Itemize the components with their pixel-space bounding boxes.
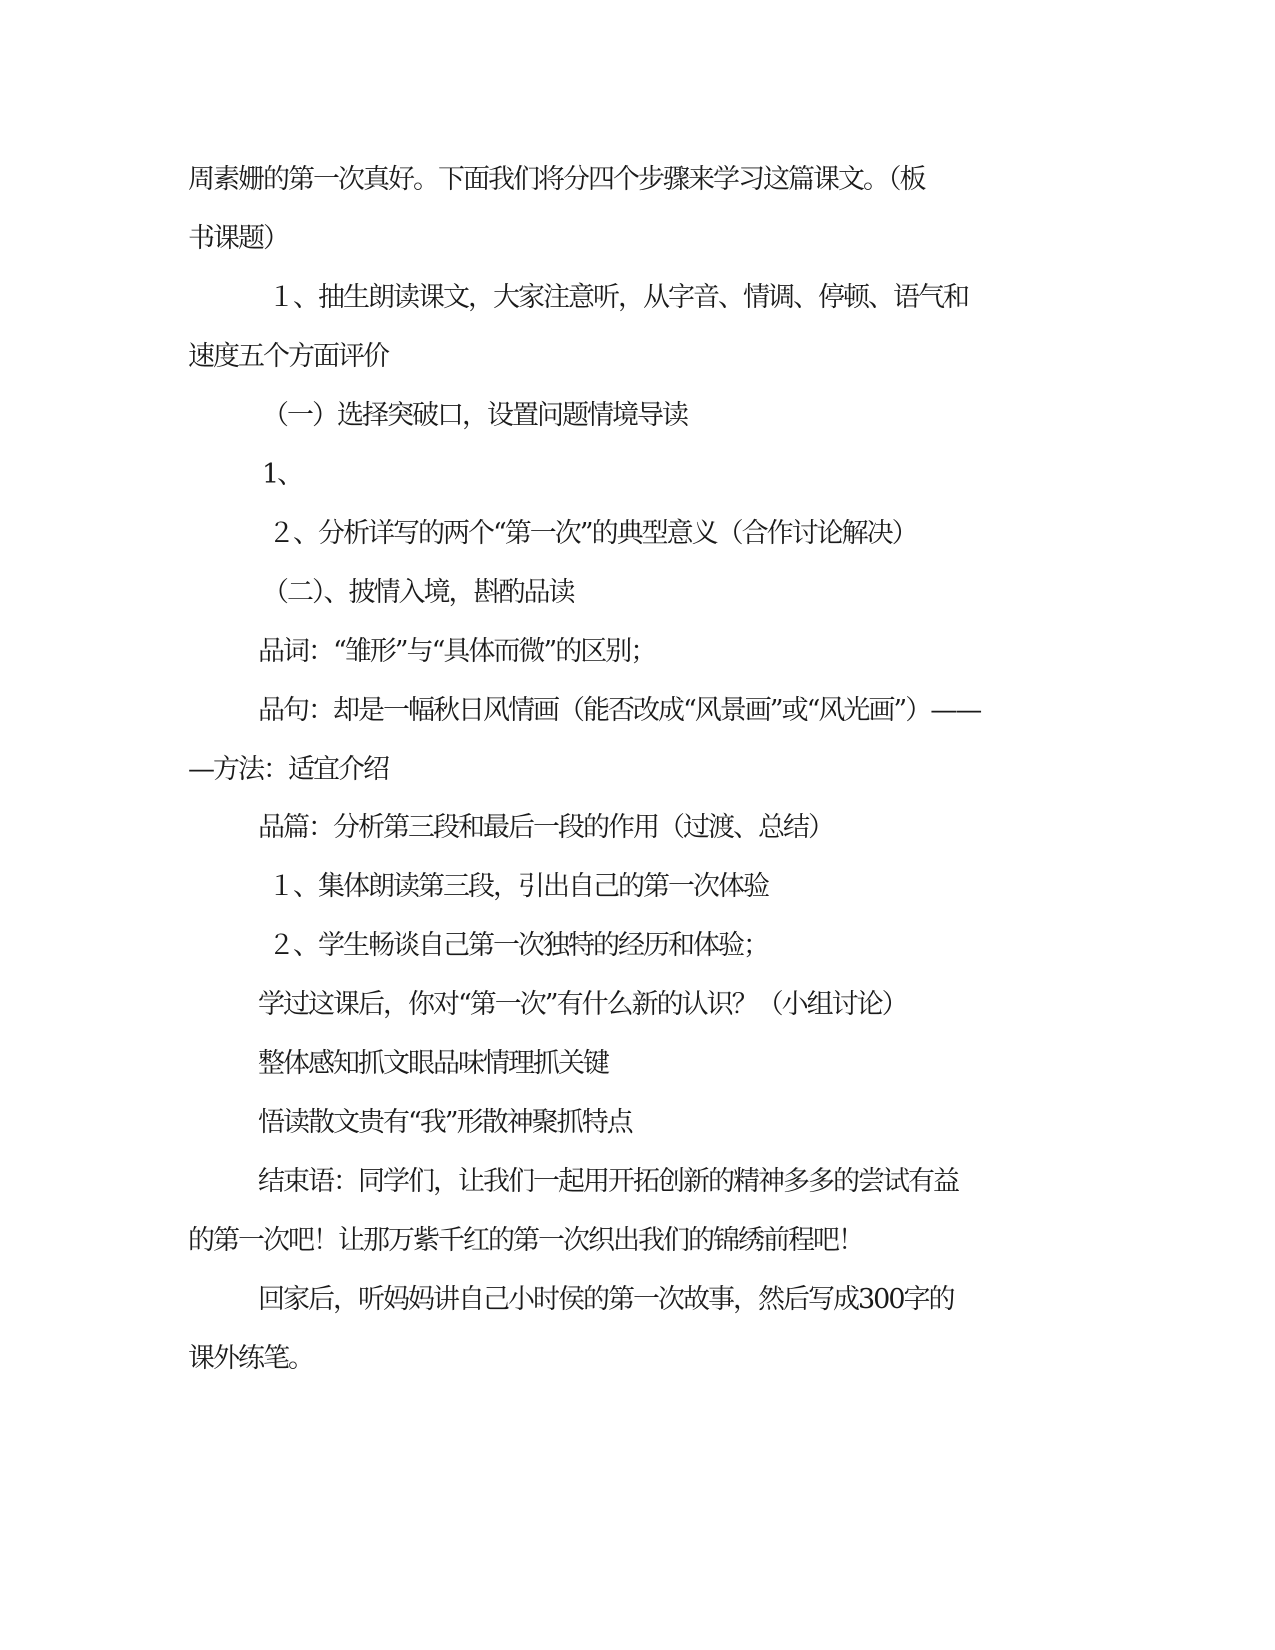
section-heading: （二）、披情入境，斟酌品读 xyxy=(262,577,574,608)
text-line: 课外练笔。 xyxy=(188,1343,313,1374)
section-heading: （一）选择突破口，设置问题情境导读 xyxy=(262,400,687,431)
text-line: １、集体朗读第三段，引出自己的第一次体验 xyxy=(268,871,768,902)
text-line: 的第一次吧！让那万紫千红的第一次织出我们的锦绣前程吧！ xyxy=(188,1225,863,1256)
text-line: 悟读散文贵有“我”形散神聚抓特点 xyxy=(258,1107,632,1138)
text-line: 学过这课后，你对“第一次”有什么新的认识？（小组讨论） xyxy=(258,989,907,1020)
text-line: １、抽生朗读课文，大家注意听，从字音、情调、停顿、语气和 xyxy=(268,282,968,313)
text-line: 品句：却是一幅秋日风情画（能否改成“风景画”或“风光画”）—— xyxy=(258,695,981,726)
text-line: 结束语：同学们，让我们一起用开拓创新的精神多多的尝试有益 xyxy=(258,1166,958,1197)
text-line: 回家后，听妈妈讲自己小时侯的第一次故事，然后写成300字的 xyxy=(258,1284,954,1315)
text-line: 1、 xyxy=(262,459,303,490)
text-line: —方法：适宜介绍 xyxy=(188,754,388,785)
text-line: 整体感知抓文眼品味情理抓关键 xyxy=(258,1048,608,1079)
text-line: 书课题） xyxy=(188,223,288,254)
text-line: 品篇：分析第三段和最后一段的作用（过渡、总结） xyxy=(258,812,833,843)
text-line: 速度五个方面评价 xyxy=(188,341,388,372)
text-line: ２、分析详写的两个“第一次”的典型意义（合作讨论解决） xyxy=(268,518,917,549)
text-line: ２、学生畅谈自己第一次独特的经历和体验； xyxy=(268,930,768,961)
text-line: 周素姗的第一次真好。下面我们将分四个步骤来学习这篇课文。（板 xyxy=(188,164,925,195)
text-line: 品词：“雏形”与“具体而微”的区别； xyxy=(258,636,656,667)
